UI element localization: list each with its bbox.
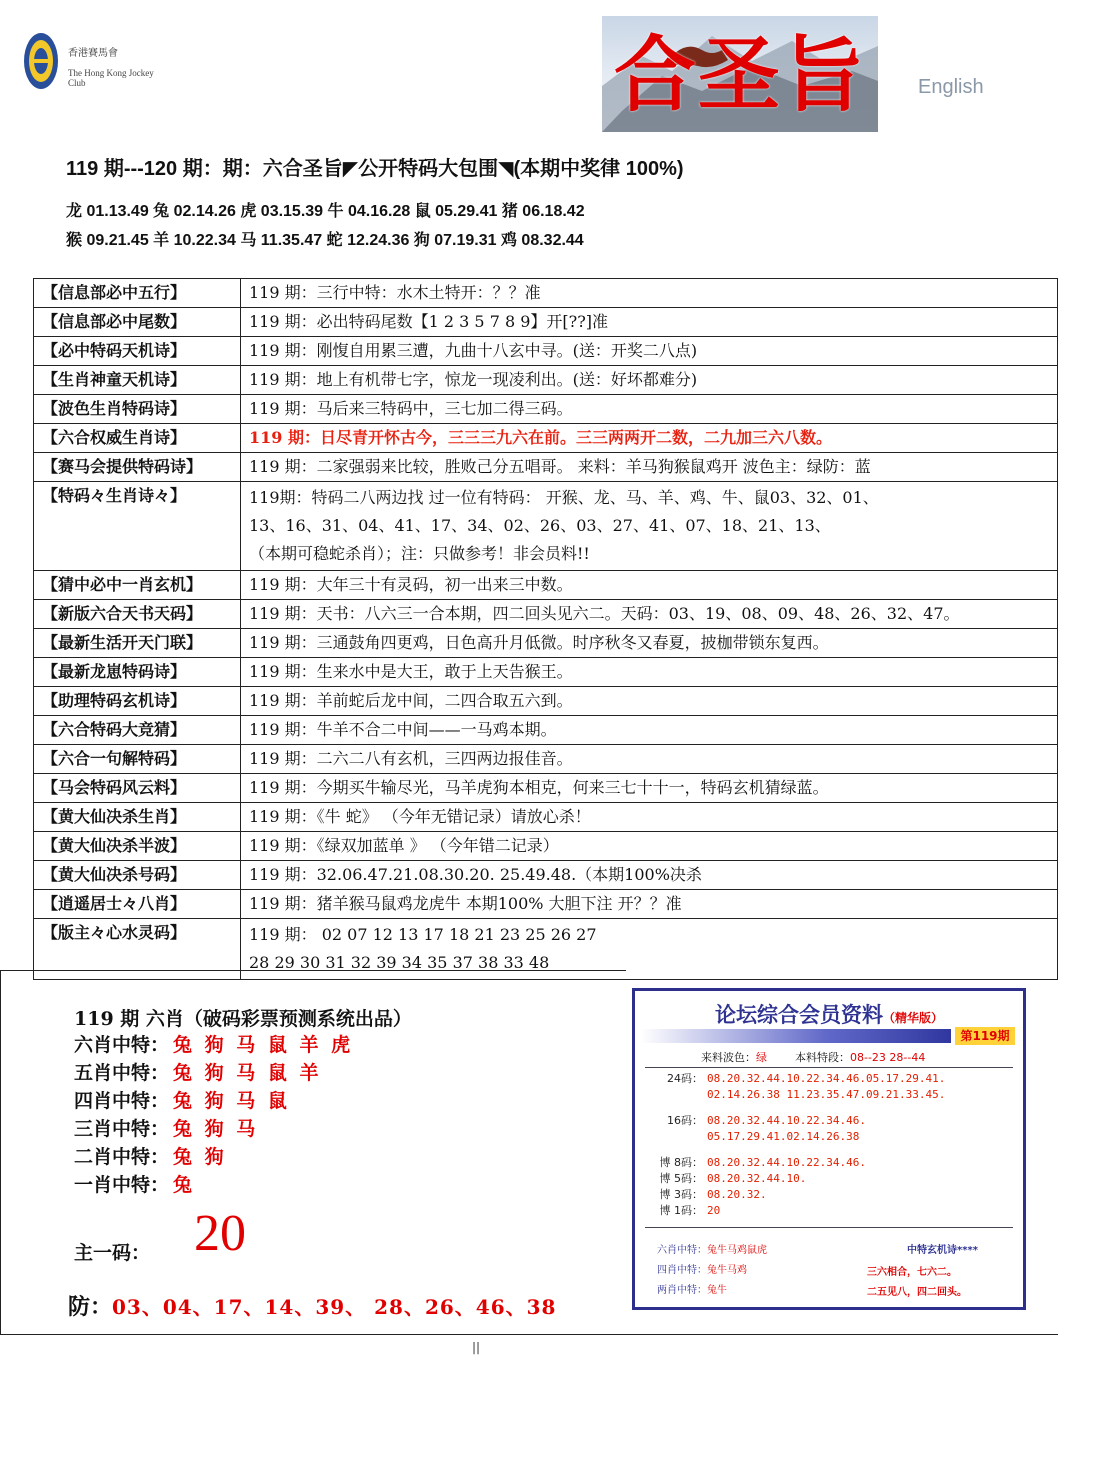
row-content xyxy=(241,279,1058,308)
row-category: 【马会特码风云料】 xyxy=(34,774,241,803)
row-content xyxy=(241,482,1058,571)
card-row-label: 16码： xyxy=(667,1114,703,1127)
row-content xyxy=(241,308,1058,337)
table-row xyxy=(34,658,1058,687)
row-content-line: 119 期：牛羊不合二中间——一马鸡本期。 xyxy=(249,720,557,739)
row-category: 【必中特码天机诗】 xyxy=(34,337,241,366)
zodiac-line-1: 龙 01.13.49 兔 02.14.26 虎 03.15.39 牛 04.16.28 鼠 05.29.41 猪 06.18.42 xyxy=(66,203,585,220)
row-category: 【猜中必中一肖玄机】 xyxy=(34,571,241,600)
card-row-label: 博 5码： xyxy=(659,1172,703,1185)
card-divider xyxy=(645,1227,1013,1228)
main-number-label: 主一码： xyxy=(74,1242,151,1264)
row-content xyxy=(241,832,1058,861)
card-title xyxy=(635,999,1023,1029)
pick-row-four xyxy=(74,1086,290,1113)
special-value: 08--23 28--44 xyxy=(849,1051,926,1064)
row-content-line: 119 期：32.06.47.21.08.30.20. 25.49.48.（本期100%决杀 xyxy=(249,865,702,884)
row-category: 【赛马会提供特码诗】 xyxy=(34,453,241,482)
pick-label: 五肖中特： xyxy=(74,1062,170,1084)
card-row-24-cont xyxy=(655,1087,945,1103)
card-row-bo8 xyxy=(655,1155,866,1171)
pick-values: 兔 xyxy=(173,1174,196,1196)
card-title-text: 论坛综合会员资料 xyxy=(714,1003,883,1027)
row-category: 【助理特码玄机诗】 xyxy=(34,687,241,716)
card-row-numbers: 08.20.32.44.10. xyxy=(707,1172,807,1185)
row-content-line: 119 期：三行中特：水木土特开：？？准 xyxy=(249,283,541,302)
bottom-divider xyxy=(0,1334,1058,1335)
jockey-club-emblem-icon xyxy=(22,30,60,92)
row-content-line: 119 期： 02 07 12 13 17 18 21 23 25 26 27 xyxy=(249,925,597,944)
table-row xyxy=(34,308,1058,337)
pick-label: 六肖中特： xyxy=(74,1034,170,1056)
row-content xyxy=(241,600,1058,629)
card-poem-line-2: 二五见八，四二回头。 xyxy=(867,1287,967,1298)
card-foot-six xyxy=(657,1241,767,1256)
card-divider xyxy=(645,1067,1013,1068)
logo-english-text: The Hong Kong Jockey Club xyxy=(68,68,154,88)
row-content-line: 119 期：生来水中是大王，敢于上天告猴王。 xyxy=(249,662,573,681)
table-row xyxy=(34,600,1058,629)
card-row-bo5 xyxy=(655,1171,806,1187)
wave-label: 来料波色： xyxy=(701,1051,756,1064)
row-content-line: 119 期：二家强弱来比较，胜败己分五唱哥。 来料：羊马狗猴鼠鸡开 波色主：绿防：蓝 xyxy=(249,457,871,476)
card-issue-badge: 第119期 xyxy=(955,1027,1015,1045)
footer-mark: || xyxy=(472,1340,481,1354)
table-row xyxy=(34,279,1058,308)
pick-values: 兔 狗 马 鼠 羊 xyxy=(173,1062,322,1084)
card-row-label: 博 1码： xyxy=(659,1204,703,1217)
table-row xyxy=(34,803,1058,832)
table-row xyxy=(34,890,1058,919)
pick-values: 兔 狗 马 鼠 羊 虎 xyxy=(173,1034,354,1056)
row-content xyxy=(241,395,1058,424)
pick-label: 二肖中特： xyxy=(74,1146,170,1168)
wave-value: 绿 xyxy=(756,1051,767,1064)
row-content xyxy=(241,745,1058,774)
table-row xyxy=(34,571,1058,600)
row-content xyxy=(241,366,1058,395)
row-content xyxy=(241,716,1058,745)
card-poem-label: 中特玄机诗**** xyxy=(907,1245,978,1256)
guard-values: 03、04、17、14、39、 28、26、46、38 xyxy=(112,1295,557,1319)
table-row xyxy=(34,774,1058,803)
row-content-line: （本期可稳蛇杀肖）；注：只做参考！非会员料!! xyxy=(249,544,590,563)
banner-image xyxy=(602,16,878,132)
table-row xyxy=(34,861,1058,890)
row-category: 【新版六合天书天码】 xyxy=(34,600,241,629)
card-foot-label: 四肖中特： xyxy=(657,1265,707,1276)
row-category: 【逍遥居士々八肖】 xyxy=(34,890,241,919)
card-foot-two xyxy=(657,1281,727,1296)
row-content-line: 119 期：三通鼓角四更鸡，日色高升月低微。时序秋冬又春夏，披枷带锁东复西。 xyxy=(249,633,829,652)
pick-values: 兔 狗 马 鼠 xyxy=(173,1090,290,1112)
pick-label: 四肖中特： xyxy=(74,1090,170,1112)
banner-title: 合圣旨 xyxy=(613,28,866,123)
jockey-club-logo[interactable] xyxy=(22,28,172,100)
member-data-card xyxy=(632,988,1026,1310)
pick-row-six xyxy=(74,1030,353,1057)
row-content xyxy=(241,803,1058,832)
row-content xyxy=(241,774,1058,803)
card-row-numbers: 08.20.32. xyxy=(707,1188,767,1201)
card-foot-value: 兔牛马鸡 xyxy=(707,1265,747,1276)
table-row xyxy=(34,832,1058,861)
pick-label: 三肖中特： xyxy=(74,1118,170,1140)
card-row-label: 博 8码： xyxy=(659,1156,703,1169)
row-category: 【波色生肖特码诗】 xyxy=(34,395,241,424)
table-row xyxy=(34,453,1058,482)
special-label: 本料特段： xyxy=(794,1051,850,1064)
card-row-numbers: 08.20.32.44.10.22.34.46.05.17.29.41. xyxy=(707,1072,946,1085)
card-foot-value: 兔牛 xyxy=(707,1285,727,1296)
table-row xyxy=(34,687,1058,716)
row-content-line: 119 期：必出特码尾数【1 2 3 5 7 8 9】开[??]准 xyxy=(249,312,609,331)
six-zodiac-title: 119 期 六肖（破码彩票预测系统出品） xyxy=(74,1008,412,1030)
row-content-line: 119 期：马后来三特码中，三七加二得三码。 xyxy=(249,399,573,418)
row-content-line: 119 期：大年三十有灵码，初一出来三中数。 xyxy=(249,575,573,594)
card-foot-four xyxy=(657,1261,747,1276)
pick-values: 兔 狗 xyxy=(173,1146,227,1168)
card-row-16 xyxy=(655,1113,866,1129)
card-row-numbers: 08.20.32.44.10.22.34.46. xyxy=(707,1114,866,1127)
row-content xyxy=(241,687,1058,716)
row-content-line: 119 期：刚愎自用累三遭，九曲十八玄中寻。(送：开奖二八点) xyxy=(249,341,698,360)
main-number: 20 xyxy=(194,1205,246,1262)
row-content-line: 119 期：天书：八六三一合本期，四二回头见六二。天码：03、19、08、09、48、26、32、47。 xyxy=(249,604,960,623)
prediction-table xyxy=(33,278,1058,980)
row-content xyxy=(241,453,1058,482)
card-row-bo1 xyxy=(655,1203,720,1219)
card-wave-line xyxy=(701,1049,925,1065)
pick-values: 兔 狗 马 xyxy=(173,1118,259,1140)
row-content xyxy=(241,424,1058,453)
pick-label: 一肖中特： xyxy=(74,1174,170,1196)
row-content-line: 28 29 30 31 32 39 34 35 37 38 33 48 xyxy=(249,953,550,972)
card-foot-value: 兔牛马鸡鼠虎 xyxy=(707,1245,767,1256)
card-foot-label: 六肖中特： xyxy=(657,1245,707,1256)
card-foot-label: 两肖中特： xyxy=(657,1285,707,1296)
card-gradient-bar xyxy=(641,1029,951,1043)
row-content-line: 119 期：二六二八有玄机，三四两边报佳音。 xyxy=(249,749,573,768)
card-row-label: 博 3码： xyxy=(659,1188,703,1201)
row-category: 【黄大仙决杀生肖】 xyxy=(34,803,241,832)
card-row-24 xyxy=(655,1071,945,1087)
guard-label: 防： xyxy=(68,1294,113,1320)
row-category: 【信息部必中五行】 xyxy=(34,279,241,308)
row-category: 【最新生活开天门联】 xyxy=(34,629,241,658)
table-row xyxy=(34,395,1058,424)
card-row-numbers: 20 xyxy=(707,1204,721,1217)
row-category: 【六合特码大竞猜】 xyxy=(34,716,241,745)
card-row-bo3 xyxy=(655,1187,767,1203)
row-category: 【六合一句解特码】 xyxy=(34,745,241,774)
row-content-line: 119 期：猪羊猴马鼠鸡龙虎牛 本期100% 大胆下注 开？？准 xyxy=(249,894,682,913)
row-content-line: 119 期：羊前蛇后龙中间，二四合取五六到。 xyxy=(249,691,573,710)
row-content xyxy=(241,629,1058,658)
row-content-line: 119 期：《牛 蛇》 （今年无错记录）请放心杀！ xyxy=(249,807,591,826)
table-row xyxy=(34,424,1058,453)
card-poem-line-1: 三六相合，七六二。 xyxy=(867,1267,957,1278)
table-row xyxy=(34,337,1058,366)
table-row xyxy=(34,482,1058,571)
card-row-numbers: 02.14.26.38 11.23.35.47.09.21.33.45. xyxy=(707,1088,946,1101)
card-row-label: 24码： xyxy=(667,1072,703,1085)
row-content xyxy=(241,571,1058,600)
row-category: 【黄大仙决杀号码】 xyxy=(34,861,241,890)
card-row-16-cont xyxy=(655,1129,859,1145)
row-category: 【信息部必中尾数】 xyxy=(34,308,241,337)
table-row xyxy=(34,716,1058,745)
table-row xyxy=(34,366,1058,395)
card-row-numbers: 05.17.29.41.02.14.26.38 xyxy=(707,1130,860,1143)
table-row xyxy=(34,629,1058,658)
row-content-line: 13、16、31、04、41、17、34、02、26、03、27、41、07、18、21、13、 xyxy=(249,516,831,535)
card-edition: （精华版） xyxy=(882,1011,943,1025)
row-category: 【版主々心水灵码】 xyxy=(34,919,241,980)
pick-row-three xyxy=(74,1114,258,1141)
zodiac-line-2: 猴 09.21.45 羊 10.22.34 马 11.35.47 蛇 12.24.36 狗 07.19.31 鸡 08.32.44 xyxy=(66,232,584,249)
guard-row xyxy=(68,1290,556,1321)
pick-row-one xyxy=(74,1170,195,1197)
pick-row-two xyxy=(74,1142,227,1169)
page-headline: 119 期---120 期：期：六合圣旨◤公开特码大包围◥(本期中奖律 100%) xyxy=(66,158,684,180)
table-row xyxy=(34,745,1058,774)
row-content xyxy=(241,890,1058,919)
row-category: 【六合权威生肖诗】 xyxy=(34,424,241,453)
row-content xyxy=(241,658,1058,687)
row-content-line: 119 期：日尽青开怀古今，三三三九六在前。三三两两开二数，二九加三六八数。 xyxy=(249,428,832,447)
row-content xyxy=(241,337,1058,366)
row-content-line: 119 期：今期买牛输尽光，马羊虎狗本相克，何来三七十十一，特码玄机猜绿蓝。 xyxy=(249,778,829,797)
english-link[interactable]: English xyxy=(918,76,984,98)
row-content xyxy=(241,861,1058,890)
card-row-numbers: 08.20.32.44.10.22.34.46. xyxy=(707,1156,866,1169)
pick-row-five xyxy=(74,1058,321,1085)
row-category: 【生肖神童天机诗】 xyxy=(34,366,241,395)
row-category: 【最新龙崽特码诗】 xyxy=(34,658,241,687)
row-category: 【特码々生肖诗々】 xyxy=(34,482,241,571)
row-content-line: 119 期：地上有机带七字，惊龙一现凌利出。(送：好坏都难分) xyxy=(249,370,698,389)
logo-chinese-text: 香港賽馬會 xyxy=(68,48,118,59)
row-content-line: 119 期：《绿双加蓝单 》 （今年错二记录） xyxy=(249,836,559,855)
row-content-line: 119期：特码二八两边找 过一位有特码： 开猴、龙、马、羊、鸡、牛、鼠03、32、01、 xyxy=(249,488,879,507)
row-category: 【黄大仙决杀半波】 xyxy=(34,832,241,861)
